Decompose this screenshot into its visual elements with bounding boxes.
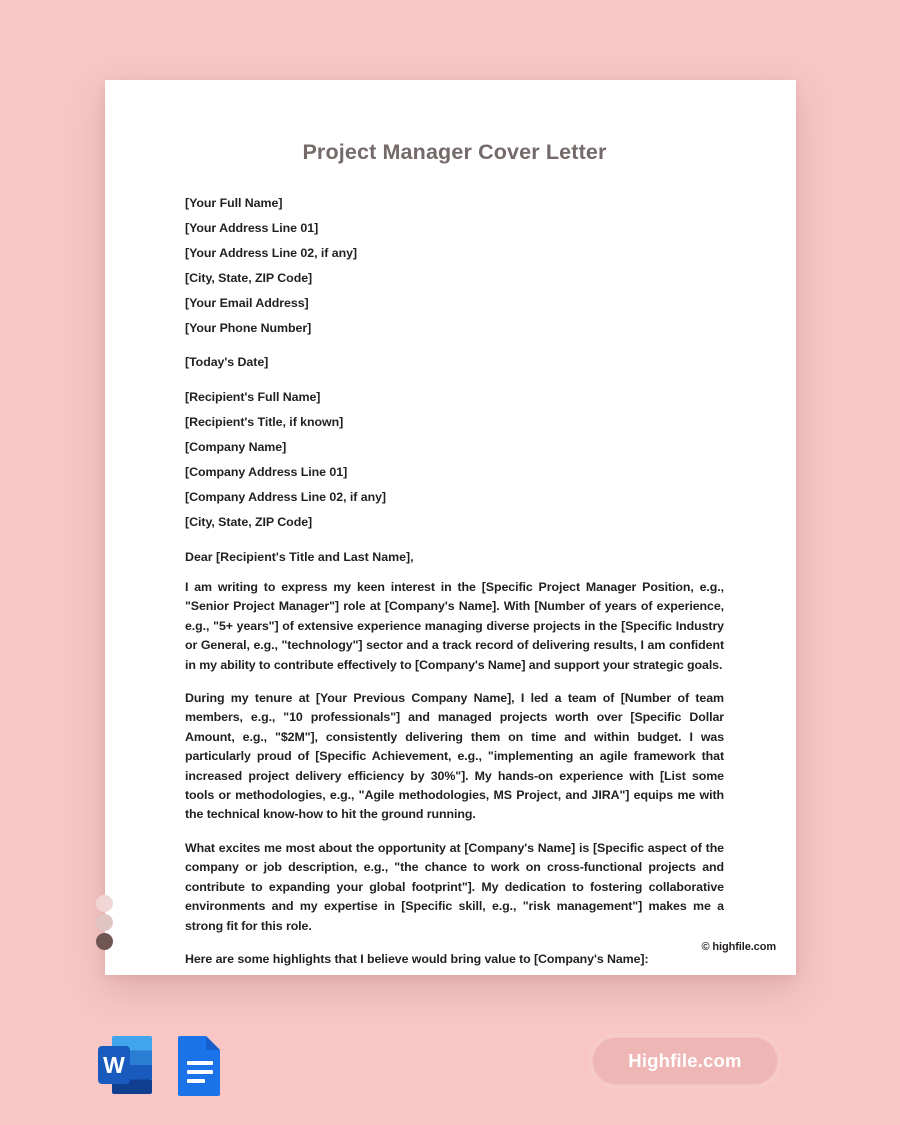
page-edge-dots-decoration <box>96 895 114 953</box>
highfile-brand-label: Highfile.com <box>628 1050 742 1071</box>
microsoft-word-icon[interactable] <box>96 1030 156 1100</box>
spacer <box>185 375 724 385</box>
date-line: [Today's Date] <box>185 355 269 369</box>
sender-line: [Your Phone Number] <box>185 321 312 335</box>
sender-line: [Your Full Name] <box>185 196 283 210</box>
document-page-container <box>105 80 796 975</box>
highfile-brand-button[interactable] <box>592 1037 778 1085</box>
body-paragraph: During my tenure at [Your Previous Company Name], I led a team of [Number of team members, e.g., "10 professionals"] and managed projects worth over [Specific Dollar Amount, e.g., "$2M"], consistently delivering them on time and within budget. I was particularly proud of [Specific Achievement, e.g., "implementing an agile framework that increased project delivery efficiency by 30%"]. My hands-on experience with [List some tools or methodologies, e.g., "Agile methodologies, MS Project, and JIRA"] equips me with the technical know-how to hit the ground running. <box>185 691 724 822</box>
salutation-line: Dear [Recipient's Title and Last Name], <box>185 550 414 564</box>
sender-line: [City, State, ZIP Code] <box>185 271 313 285</box>
date-block <box>185 350 724 375</box>
sender-line: [Your Email Address] <box>185 296 309 310</box>
page-title: Project Manager Cover Letter <box>302 140 607 164</box>
spacer <box>185 341 724 350</box>
spacer <box>185 535 724 545</box>
edge-dot-3 <box>96 933 113 950</box>
google-docs-icon[interactable] <box>170 1030 230 1100</box>
body-paragraph: What excites me most about the opportunity at [Company's Name] is [Specific aspect of the company or job description, e.g., "the chance to work on cross-functional projects and contribute to expanding your global footprint"]. My dedication to fostering collaborative environments and my expertise in [Specific skill, e.g., "risk management"] makes me a strong fit for this role. <box>185 840 724 933</box>
body-paragraph: Here are some highlights that I believe would bring value to [Company's Name]: <box>185 951 649 966</box>
recipient-line: [Company Name] <box>185 440 287 454</box>
copyright-notice: © highfile.com <box>701 941 776 953</box>
document-page <box>105 80 796 975</box>
sender-address-block <box>185 191 724 341</box>
edge-dot-2 <box>96 914 113 931</box>
body-paragraph: I am writing to express my keen interest in the [Specific Project Manager Position, e.g., "Senior Project Manager"] role at [Company's Name]. With [Number of years of experience, e.g., "5+ years"] of extensive experience managing diverse projects in the [Specific Industry or General, e.g., "technology"] sector and a track record of delivering results, I am confident in my ability to contribute effectively to [Company's Name] and support your strategic goals. <box>185 580 724 672</box>
edge-dot-1 <box>96 895 113 912</box>
file-format-icons <box>96 1030 230 1100</box>
recipient-line: [Company Address Line 01] <box>185 465 348 479</box>
svg-text:W: W <box>103 1052 125 1078</box>
sender-line: [Your Address Line 02, if any] <box>185 246 358 260</box>
recipient-address-block <box>185 385 724 535</box>
bottom-bar <box>0 1010 900 1120</box>
recipient-line: [City, State, ZIP Code] <box>185 515 313 529</box>
recipient-line: [Recipient's Title, if known] <box>185 415 344 429</box>
sender-line: [Your Address Line 01] <box>185 221 319 235</box>
recipient-line: [Recipient's Full Name] <box>185 390 321 404</box>
recipient-line: [Company Address Line 02, if any] <box>185 490 387 504</box>
